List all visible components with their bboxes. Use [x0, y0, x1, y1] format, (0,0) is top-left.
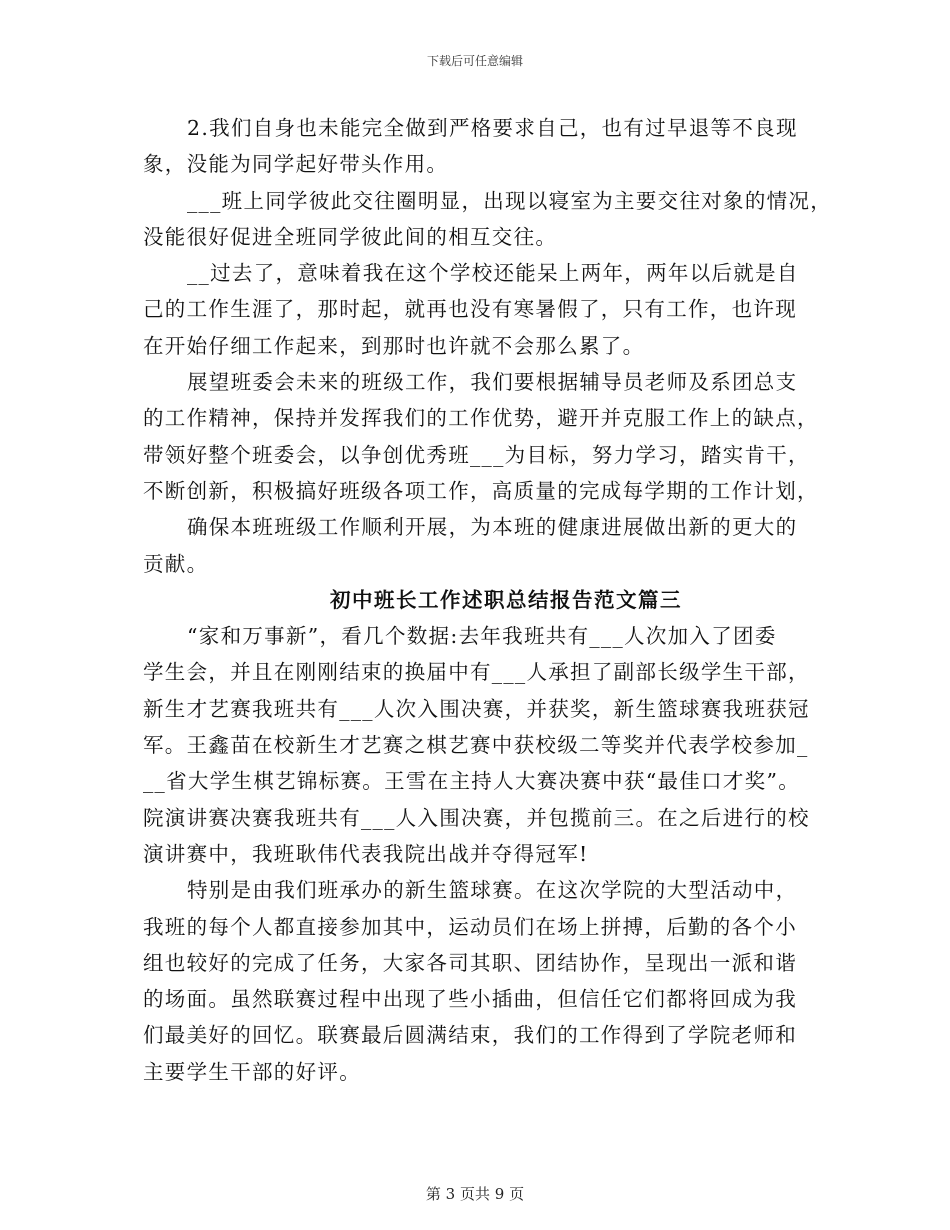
- page-header: 下载后可任意编辑: [426, 54, 523, 68]
- body-line: 展望班委会未来的班级工作，我们要根据辅导员老师及系团总支: [187, 370, 798, 395]
- body-line: 象，没能为同学起好带头作用。: [143, 152, 449, 177]
- body-line: 组也较好的完成了任务，大家各司其职、团结协作，呈现出一派和谐: [143, 950, 797, 975]
- section-heading: 初中班长工作述职总结报告范文篇三: [330, 587, 682, 612]
- document-body: [143, 110, 833, 1090]
- body-line: 确保本班班级工作顺利开展，为本班的健康进展做出新的更大的: [187, 515, 798, 540]
- body-line: 的场面。虽然联赛过程中出现了些小插曲，但信任它们都将回成为我: [143, 987, 797, 1012]
- body-line: 演讲赛中，我班耿伟代表我院出战并夺得冠军!: [143, 841, 589, 866]
- page-footer: 第 3 页共 9 页: [425, 1185, 525, 1203]
- body-line: 2.我们自身也未能完全做到严格要求自己，也有过早退等不良现: [187, 116, 798, 140]
- body-line: 没能很好促进全班同学彼此间的相互交往。: [143, 224, 558, 249]
- body-line: __过去了，意味着我在这个学校还能呆上两年，两年以后就是自: [187, 261, 799, 286]
- body-line: 己的工作生涯了，那时起，就再也没有寒暑假了，只有工作，也许现: [143, 297, 797, 322]
- body-line: __省大学生棋艺锦标赛。王雪在主持人大赛决赛中获“最佳口才奖”。: [143, 769, 801, 794]
- body-line: 不断创新，积极搞好班级各项工作，高质量的完成每学期的工作计划，: [143, 478, 819, 503]
- body-line: “家和万事新”，看几个数据:去年我班共有___人次加入了团委: [187, 624, 777, 649]
- body-line: 们最美好的回忆。联赛最后圆满结束，我们的工作得到了学院老师和: [143, 1023, 797, 1048]
- body-line: 院演讲赛决赛我班共有___人入围决赛，并包揽前三。在之后进行的校: [143, 805, 810, 830]
- body-line: 主要学生干部的好评。: [143, 1059, 361, 1084]
- body-line: 特别是由我们班承办的新生篮球赛。在这次学院的大型活动中，: [187, 878, 798, 903]
- body-line: 军。王鑫苗在校新生才艺赛之棋艺赛中获校级二等奖并代表学校参加_: [143, 733, 809, 758]
- body-line: 学生会，并且在刚刚结束的换届中有___人承担了副部长级学生干部，: [143, 660, 810, 685]
- body-line: 我班的每个人都直接参加其中，运动员们在场上拼搏，后勤的各个小: [143, 914, 797, 939]
- body-line: 新生才艺赛我班共有___人次入围决赛，并获奖，新生篮球赛我班获冠: [143, 696, 810, 721]
- body-line: 贡献。: [143, 551, 209, 576]
- body-line: 带领好整个班委会，以争创优秀班___为目标，努力学习，踏实肯干，: [143, 442, 810, 467]
- body-line: 在开始仔细工作起来，到那时也许就不会那么累了。: [143, 333, 645, 358]
- body-line: ___班上同学彼此交往圈明显，出现以寝室为主要交往对象的情况，: [187, 188, 833, 213]
- body-line: 的工作精神，保持并发挥我们的工作优势，避开并克服工作上的缺点，: [143, 406, 819, 431]
